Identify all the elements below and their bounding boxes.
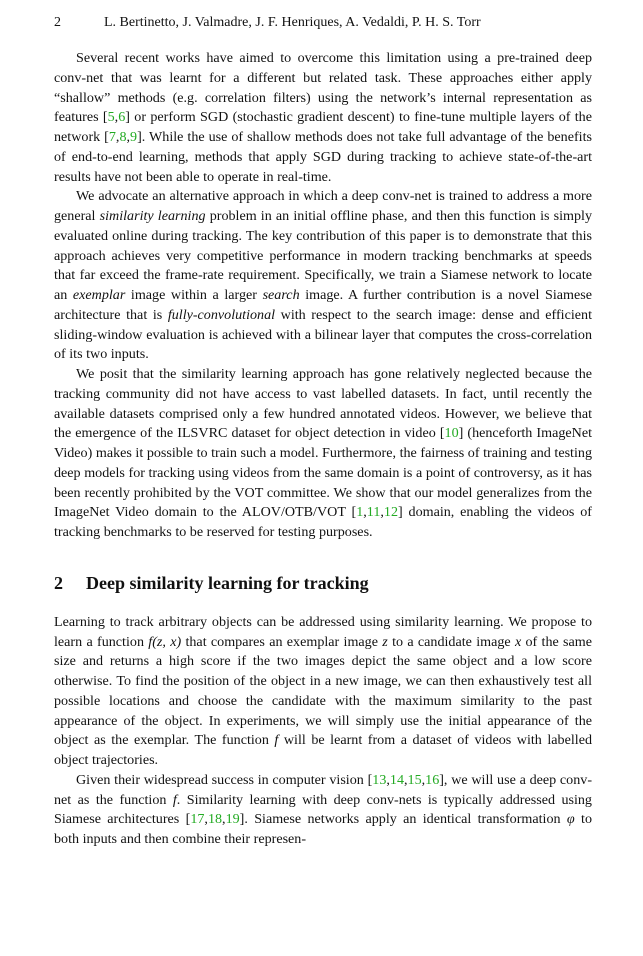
citation-link[interactable]: 18 [207, 811, 223, 828]
text-run: . Similarity learning with deep conv-nets is typically addressed using Siamese architectures [ [54, 791, 592, 828]
text-run: , [421, 771, 426, 788]
emphasis-text: φ [566, 811, 575, 828]
emphasis-text: fully-convolutional [167, 306, 276, 323]
paragraph [54, 613, 592, 771]
emphasis-text: f [172, 791, 177, 808]
intro-body [54, 49, 592, 543]
text-run: ]. Siamese networks apply an identical transformation [239, 811, 567, 828]
text-run: image. A further contribution is a novel Siamese architecture that is [54, 287, 593, 323]
text-run: with respect to the search image: dense and efficient sliding-window evaluation is achieved with a bilinear layer that computes the cross-correlation of its two inputs. [54, 306, 592, 363]
text-run: ] or perform SGD (stochastic gradient descent) to fine-tune multiple layers of the network [ [54, 109, 592, 145]
paragraph [54, 49, 592, 187]
running-header [54, 13, 592, 33]
section-heading [54, 571, 592, 595]
text-run: that compares an exemplar image [181, 633, 383, 650]
emphasis-text: search [262, 287, 300, 303]
text-run: , [363, 504, 367, 521]
citation-link[interactable]: 6 [118, 109, 126, 126]
citation-link[interactable]: 13 [372, 771, 387, 788]
text-run: , [222, 811, 226, 828]
citation-link[interactable]: 12 [383, 504, 398, 521]
emphasis-text: z [382, 633, 388, 650]
page-number: 2 [54, 15, 61, 30]
emphasis-text: similarity learning [99, 208, 206, 224]
text-run: , [126, 129, 131, 145]
citation-link[interactable]: 1 [356, 504, 364, 521]
section-title: Deep similarity learning for tracking [86, 572, 369, 593]
text-run: to both inputs and then combine their represen- [54, 811, 592, 847]
citation-link[interactable]: 14 [389, 771, 404, 788]
citation-link[interactable]: 8 [119, 129, 127, 145]
text-run: , [386, 771, 390, 788]
citation-link[interactable]: 16 [425, 771, 440, 788]
text-run: ]. While the use of shallow methods does not take full advantage of the benefits of end-to-end learning, methods that apply SGD during tracking to achieve state-of-the-art results have not been able to operate in real-time. [54, 129, 592, 185]
text-run: , [403, 771, 408, 788]
author-list: L. Bertinetto, J. Valmadre, J. F. Henriques, A. Vedaldi, P. H. S. Torr [104, 15, 481, 30]
text-run: , [204, 811, 208, 828]
paragraph [54, 771, 592, 850]
text-run: , [115, 129, 120, 145]
text-run: ], we will use a deep conv-net as the function [54, 771, 593, 808]
text-run: of the same size and returns a high score if the two images depict the same object and a low score otherwise. To find the position of the object in a new image, we can then exhaustively test all possible locations and choose the candidate with the maximum similarity to the past appearance of the object. In experiments, we will simply use the initial appearance of the object as the exemplar. The function [54, 633, 593, 749]
text-run: , [380, 504, 384, 521]
emphasis-text: f [274, 732, 279, 749]
citation-link[interactable]: 9 [130, 129, 138, 145]
citation-link[interactable]: 7 [108, 129, 116, 145]
emphasis-text: x [514, 633, 522, 650]
section-number: 2 [54, 572, 63, 593]
text-run: ] (henceforth ImageNet Video) makes it possible to train such a model. Furthermore, the fairness of training and testing deep models for tracking using videos from the same domain is a point of controversy, as it has been recently prohibited by the VOT committee. We show that our model generalizes from the ImageNet Video domain to the ALOV/OTB/VOT [ [54, 425, 592, 521]
section-body [54, 613, 592, 850]
citation-link[interactable]: 15 [407, 771, 422, 788]
emphasis-text: exemplar [72, 287, 126, 303]
citation-link[interactable]: 5 [107, 109, 115, 126]
text-run: We advocate an alternative approach in which a deep conv-net is trained to address a more general [54, 188, 592, 224]
citation-link[interactable]: 11 [366, 504, 381, 521]
text-run: ] domain, enabling the videos of tracking benchmarks to be reserved for testing purposes. [54, 504, 592, 540]
text-run: We posit that the similarity learning approach has gone relatively neglected because the tracking community did not have access to vast labelled datasets. In fact, until recently the available datasets comprised only a few hundred annotated videos. However, we believe that the emergence of the ILSVRC dataset for object detection in video [ [54, 366, 592, 442]
text-run: image within a larger [125, 287, 263, 303]
text-run: to a candidate image [387, 633, 515, 650]
text-run: will be learnt from a dataset of videos with labelled object trajectories. [54, 732, 592, 768]
citation-link[interactable]: 10 [444, 425, 459, 442]
paper-page [54, 13, 592, 850]
text-run: Learning to track arbitrary objects can be addressed using similarity learning. We propose to learn a function [54, 613, 592, 650]
text-run: problem in an initial offline phase, and then this function is simply evaluated online during tracking. The key contribution of this paper is to demonstrate that this approach achieves very competitive performance in modern tracking benchmarks at speeds that far exceed the frame-rate requirement. Specifically, we train a Siamese network to locate an [54, 208, 593, 303]
paragraph [54, 365, 592, 543]
text-run: Several recent works have aimed to overcome this limitation using a pre-trained deep conv-net that was learnt for a different but related task. These approaches either apply “shallow” methods (e.g. correlation filters) using the network’s internal representation as features [ [54, 50, 592, 126]
text-run: Given their widespread success in computer vision [ [76, 771, 373, 788]
citation-link[interactable]: 17 [190, 811, 205, 828]
citation-link[interactable]: 19 [225, 811, 240, 828]
paragraph [54, 187, 592, 365]
emphasis-text: f(z, x) [148, 633, 182, 650]
text-run: , [114, 109, 119, 126]
